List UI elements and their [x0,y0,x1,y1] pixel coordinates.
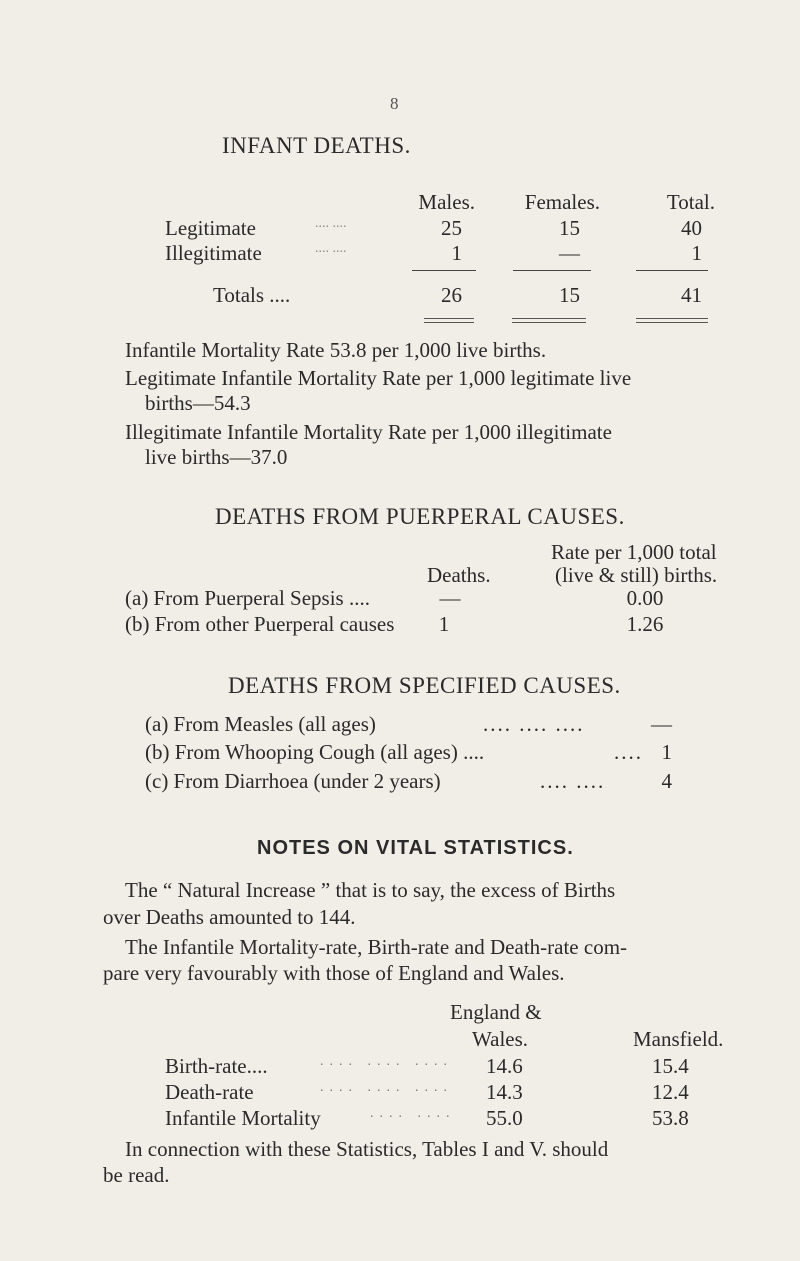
comparison-header-mansfield: Mansfield. [633,1027,724,1051]
specified-row-c-value: 4 [661,769,672,793]
header-total: Total. [666,190,715,214]
puerperal-row-b-rate: 1.26 [626,612,664,636]
specified-title: DEATHS FROM SPECIFIED CAUSES. [228,673,621,698]
specified-row-b-label: (b) From Whooping Cough (all ages) .... [145,740,485,764]
comparison-birth-rate-ew: 14.6 [486,1054,523,1078]
comparison-birth-rate-label: Birth-rate.... [165,1054,268,1078]
comparison-header-ew-2: Wales. [472,1027,529,1051]
row-legitimate-total: 40 [681,216,702,240]
notes-p1-line-1: The “ Natural Increase ” that is to say, the excess of Births [125,878,616,902]
specified-row-c-leader: .... .... [540,769,606,793]
subtotal-rule-males [412,270,476,271]
puerperal-row-a-label: (a) From Puerperal Sepsis .... [125,586,370,610]
totals-males: 26 [441,283,462,307]
notes-title: NOTES ON VITAL STATISTICS. [257,837,574,859]
puerperal-row-b-label: (b) From other Puerperal causes [125,612,395,636]
illegit-rate-line-2: live births—37.0 [145,445,288,469]
totals-label: Totals .... [213,283,291,307]
closing-line-1: In connection with these Statistics, Tables I and V. should [125,1137,609,1161]
illegit-rate-line-1: Illegitimate Infantile Mortality Rate per 1,000 illegitimate [125,420,612,444]
page-number: 8 [390,94,399,113]
infant-deaths-title: INFANT DEATHS. [222,133,411,158]
total-double-rule-males [424,318,474,323]
comparison-death-rate-label: Death-rate [165,1080,254,1104]
specified-row-b-value: 1 [661,740,672,764]
row-illegitimate-males: 1 [451,241,462,265]
notes-p2-line-1: The Infantile Mortality-rate, Birth-rate and Death-rate com- [125,935,628,959]
row-illegitimate-females: — [559,241,580,265]
row-illegitimate-leader: .... .... [315,241,347,256]
header-females: Females. [524,190,600,214]
comparison-header-ew-1: England & [450,1000,542,1024]
specified-row-c-label: (c) From Diarrhoea (under 2 years) [145,769,441,793]
notes-p2-line-2: pare very favourably with those of England and Wales. [103,961,565,985]
subtotal-rule-females [513,270,591,271]
row-legitimate-leader: .... .... [315,216,347,231]
puerperal-rate-header-2: (live & still) births. [555,563,718,587]
puerperal-rate-header-1: Rate per 1,000 total [551,540,717,564]
comparison-birth-rate-mansfield: 15.4 [652,1054,689,1078]
row-legitimate-females: 15 [559,216,580,240]
puerperal-row-b-deaths: 1 [438,612,450,636]
specified-row-a-leader: .... .... .... [483,712,585,736]
notes-p1-line-2: over Deaths amounted to 144. [103,905,356,929]
header-males: Males. [418,190,475,214]
puerperal-deaths-header: Deaths. [427,563,491,587]
puerperal-title: DEATHS FROM PUERPERAL CAUSES. [215,504,625,529]
comparison-death-rate-leader: .... .... .... [320,1080,453,1095]
row-illegitimate-total: 1 [691,241,702,265]
comparison-death-rate-mansfield: 12.4 [652,1080,689,1104]
total-double-rule-females [512,318,586,323]
specified-row-a-value: — [651,712,672,736]
puerperal-row-a-rate: 0.00 [626,586,664,610]
comparison-infantile-label: Infantile Mortality [165,1106,321,1130]
specified-row-a-label: (a) From Measles (all ages) [145,712,376,736]
legit-rate-line-2: births—54.3 [145,391,251,415]
specified-row-b-leader: .... [614,740,643,764]
row-legitimate-label: Legitimate [165,216,256,240]
total-double-rule-total [636,318,708,323]
legit-rate-line-1: Legitimate Infantile Mortality Rate per 1,000 legitimate live [125,366,632,390]
closing-line-2: be read. [103,1163,170,1187]
puerperal-row-a-deaths: — [439,586,461,610]
comparison-infantile-mansfield: 53.8 [652,1106,689,1130]
subtotal-rule-total [636,270,708,271]
imr-line: Infantile Mortality Rate 53.8 per 1,000 live births. [125,338,547,362]
comparison-infantile-ew: 55.0 [486,1106,523,1130]
row-legitimate-males: 25 [441,216,462,240]
totals-total: 41 [681,283,702,307]
comparison-infantile-leader: .... .... [370,1106,456,1121]
comparison-death-rate-ew: 14.3 [486,1080,523,1104]
totals-females: 15 [559,283,580,307]
comparison-birth-rate-leader: .... .... .... [320,1054,453,1069]
row-illegitimate-label: Illegitimate [165,241,262,265]
